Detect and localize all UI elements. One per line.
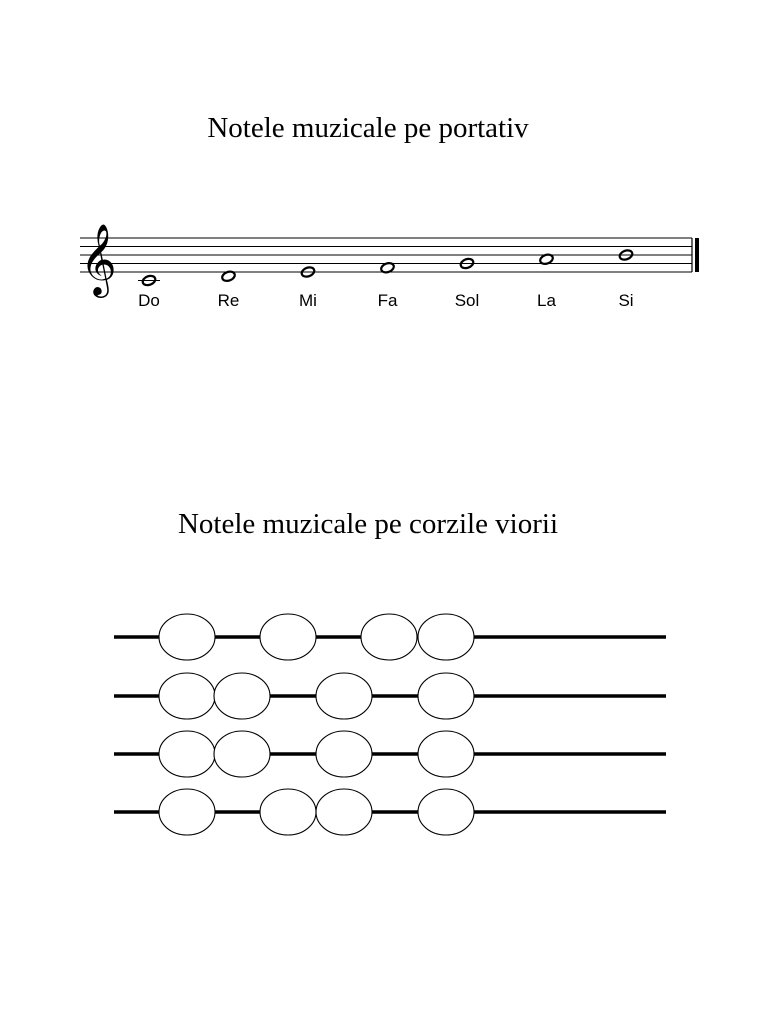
note-circle[interactable]: [361, 614, 417, 660]
strings-title: Notele muzicale pe corzile viorii: [177, 508, 559, 540]
note-circle[interactable]: [316, 789, 372, 835]
note-label: Fa: [377, 291, 398, 310]
violin-strings: [114, 637, 666, 812]
staff-note-la: [537, 253, 556, 310]
note-circle[interactable]: [316, 731, 372, 777]
note-circle[interactable]: [418, 731, 474, 777]
staff-note-fa: [378, 261, 398, 310]
string-note-circles: [159, 614, 474, 835]
note-circle[interactable]: [214, 673, 270, 719]
note-label: Mi: [299, 291, 317, 310]
note-circle[interactable]: [316, 673, 372, 719]
music-staff: [0, 200, 768, 320]
treble-clef-icon: [80, 222, 117, 298]
final-barline: [692, 238, 699, 272]
staff-title: Notele muzicale pe portativ: [207, 112, 529, 144]
staff-note-do: [138, 274, 160, 310]
note-circle[interactable]: [418, 789, 474, 835]
violin-strings-diagram: [0, 600, 768, 850]
note-circle[interactable]: [260, 614, 316, 660]
staff-lines: [80, 238, 692, 272]
note-circle[interactable]: [418, 614, 474, 660]
staff-note-si: [618, 249, 633, 310]
note-circle[interactable]: [159, 673, 215, 719]
note-label: Do: [138, 291, 160, 310]
note-circle[interactable]: [159, 789, 215, 835]
note-circle[interactable]: [260, 789, 316, 835]
note-circle[interactable]: [159, 731, 215, 777]
note-label: La: [537, 291, 556, 310]
staff-note-sol: [455, 257, 480, 310]
staff-notes: [138, 249, 634, 310]
svg-text:𝄞: 𝄞: [80, 222, 117, 295]
staff-note-re: [218, 270, 240, 310]
note-label: Si: [618, 291, 634, 310]
note-circle[interactable]: [214, 731, 270, 777]
note-circle[interactable]: [418, 673, 474, 719]
note-label: Sol: [454, 291, 480, 310]
note-label: Re: [217, 291, 240, 310]
note-circle[interactable]: [159, 614, 215, 660]
